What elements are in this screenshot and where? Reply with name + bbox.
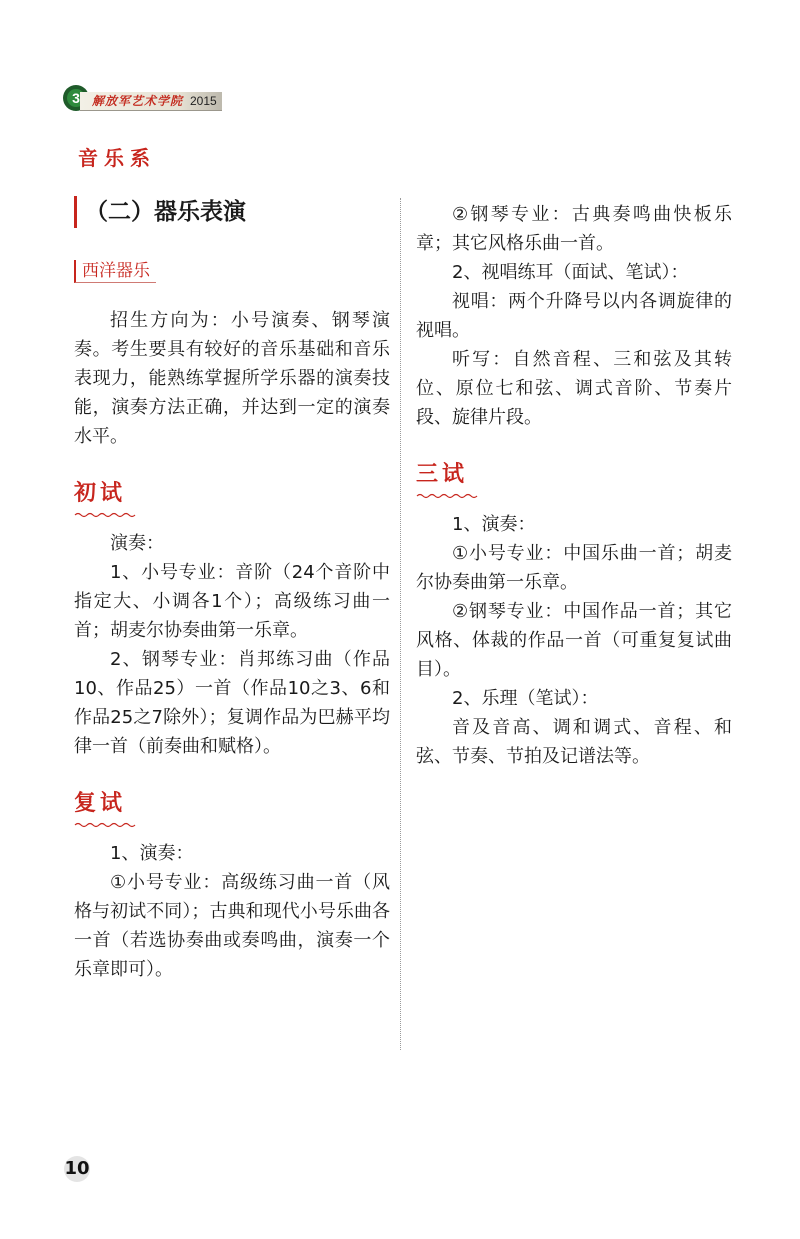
svg-text:3: 3 [72,90,80,106]
section-title: （二）器乐表演 [74,196,390,228]
ear-training-item: 听写：自然音程、三和弦及其转位、原位七和弦、调式音阶、节奏片段、旋律片段。 [416,349,732,428]
third-round-heading: 1、演奏： [452,514,536,535]
wave-divider-icon [74,821,136,829]
ear-training-item: 视唱：两个升降号以内各调旋律的视唱。 [416,291,732,341]
wave-divider-icon [416,492,478,500]
second-round-item: ②钢琴专业：古典奏鸣曲快板乐章；其它风格乐曲一首。 [416,204,732,254]
third-round-title: 三试 [416,462,469,487]
first-round-title: 初试 [74,481,127,506]
header-year: 2015 [190,94,217,108]
department-title: 音乐系 [78,146,156,170]
second-round [74,789,390,984]
column-divider [400,198,401,1050]
page-header [62,84,222,112]
page-number: 10 [64,1156,90,1182]
third-round-item: ①小号专业：中国乐曲一首；胡麦尔协奏曲第一乐章。 [416,543,732,593]
theory-text: 音及音高、调和调式、音程、和弦、节奏、节拍及记谱法等。 [416,717,732,767]
first-round-heading: 演奏： [110,533,164,554]
first-round-item: 2、钢琴专业：肖邦练习曲（作品10、作品25）一首（作品10之3、6和作品25之7除外）；复调作品为巴赫平均律一首（前奏曲和赋格）。 [74,649,390,757]
subsection-title: 西洋器乐 [74,260,156,283]
wave-divider-icon [74,511,136,519]
right-column [416,190,732,771]
theory-heading: 2、乐理（笔试）： [452,688,599,709]
third-round-item: ②钢琴专业：中国作品一首；其它风格、体裁的作品一首（可重复复试曲目）。 [416,601,732,680]
intro-paragraph: 招生方向为：小号演奏、钢琴演奏。考生要具有较好的音乐基础和音乐表现力，能熟练掌握所学乐器的演奏技能，演奏方法正确，并达到一定的演奏水平。 [74,310,390,447]
first-round-item: 1、小号专业：音阶（24个音阶中指定大、小调各1个）；高级练习曲一首；胡麦尔协奏曲第一乐章。 [74,562,390,641]
first-round [74,479,390,761]
second-round-title: 复试 [74,791,127,816]
second-round-item: ①小号专业：高级练习曲一首（风格与初试不同）；古典和现代小号乐曲各一首（若选协奏曲或奏鸣曲，演奏一个乐章即可）。 [74,872,390,980]
school-name: 解放军艺术学院 [92,94,184,108]
third-round [416,460,732,771]
left-column [74,190,390,984]
second-round-heading: 1、演奏： [110,843,194,864]
ear-training-heading: 2、视唱练耳（面试、笔试）： [452,262,689,283]
